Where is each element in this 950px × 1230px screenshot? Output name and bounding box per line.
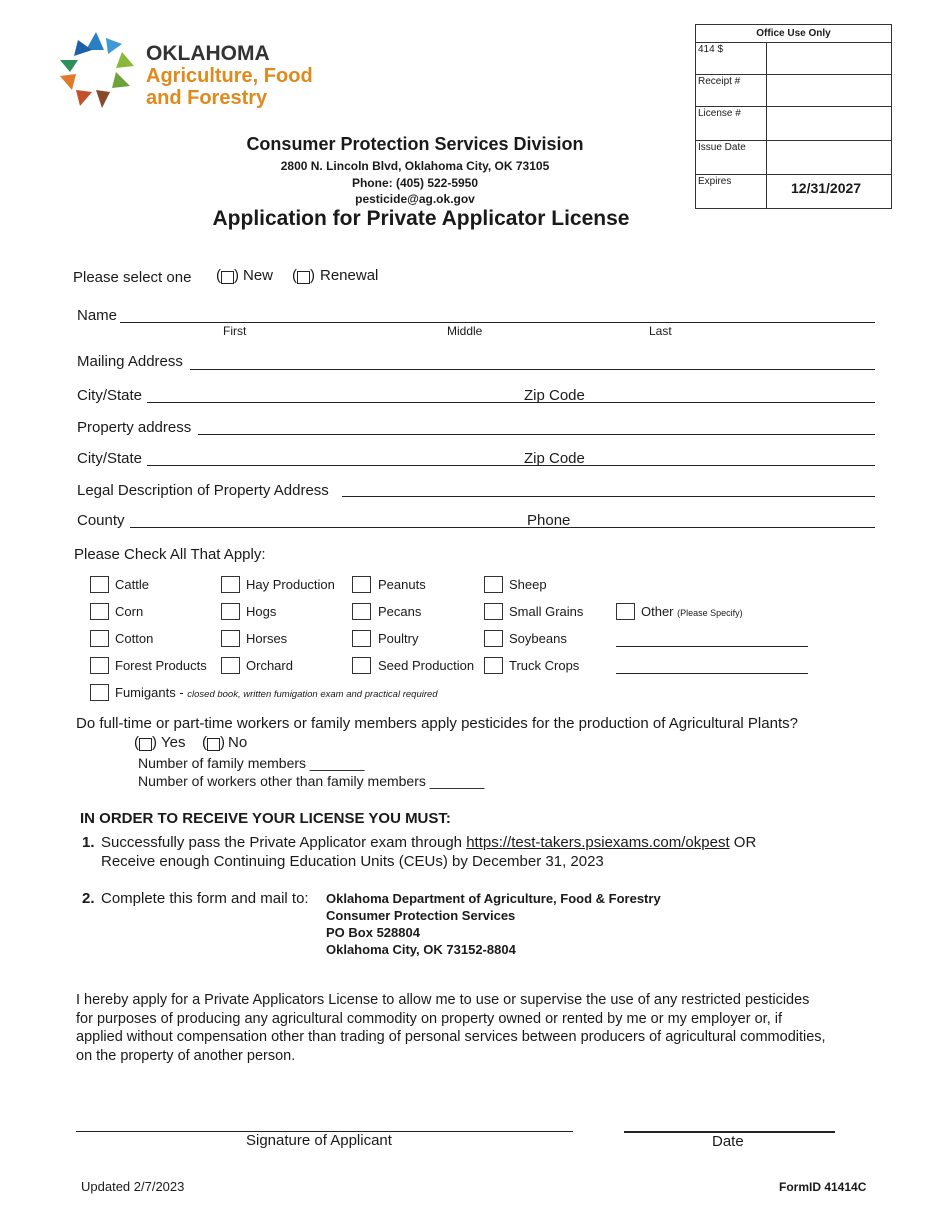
division-address: 2800 N. Lincoln Blvd, Oklahoma City, OK 73105 — [280, 159, 550, 173]
county-label: County — [77, 512, 125, 529]
new-label: New — [243, 267, 274, 284]
label-seed-production: Seed Production — [378, 658, 475, 673]
checkbox-other[interactable] — [616, 603, 635, 620]
first-sublabel: First — [223, 324, 247, 338]
mail-address-line3: PO Box 528804 — [326, 925, 420, 940]
requirement-1-text: Successfully pass the Private Applicator exam through — [101, 834, 467, 851]
requirement-2: Complete this form and mail to: — [101, 890, 309, 907]
label-small-grains: Small Grains — [509, 604, 584, 619]
renewal-checkbox[interactable] — [297, 271, 310, 284]
checkbox-peanuts[interactable] — [352, 576, 371, 593]
mailing-label: Mailing Address — [77, 353, 183, 370]
fumigants-text: Fumigants - — [115, 685, 184, 700]
zip-label: Zip Code — [524, 387, 585, 404]
other-workers-field[interactable]: Number of workers other than family members _______ — [138, 773, 485, 789]
office-label: Issue Date — [698, 142, 746, 153]
label-pecans: Pecans — [378, 604, 422, 619]
legal-field[interactable] — [342, 496, 875, 497]
name-label: Name — [77, 307, 118, 324]
checkbox-truck-crops[interactable] — [484, 657, 503, 674]
fumigants-note: closed book, written fumigation exam and practical required — [187, 689, 438, 700]
label-soybeans: Soybeans — [509, 631, 567, 646]
other-text: Other — [641, 604, 674, 619]
label-orchard: Orchard — [246, 658, 293, 673]
name-field[interactable] — [120, 322, 875, 323]
label-cattle: Cattle — [115, 577, 149, 592]
property-city-state-field[interactable] — [147, 465, 875, 466]
city-state-field[interactable] — [147, 402, 875, 403]
property-field[interactable] — [198, 434, 875, 435]
yes-checkbox[interactable] — [139, 738, 152, 751]
office-use-title: Office Use Only — [696, 25, 891, 43]
checkbox-sheep[interactable] — [484, 576, 503, 593]
checkbox-horses[interactable] — [221, 630, 240, 647]
checkbox-poultry[interactable] — [352, 630, 371, 647]
property-zip-label: Zip Code — [524, 450, 585, 467]
property-city-state-label: City/State — [77, 450, 143, 467]
label-forest-products: Forest Products — [115, 658, 207, 673]
checkbox-orchard[interactable] — [221, 657, 240, 674]
checkbox-corn[interactable] — [90, 603, 109, 620]
select-prompt: Please select one — [73, 269, 192, 286]
middle-sublabel: Middle — [447, 324, 483, 338]
label-horses: Horses — [246, 631, 288, 646]
logo-line3: and Forestry — [146, 87, 268, 109]
workers-question: Do full-time or part-time workers or family members apply pesticides for the production of Agricultural Plants? — [76, 715, 798, 732]
checkbox-cattle[interactable] — [90, 576, 109, 593]
checkbox-forest-products[interactable] — [90, 657, 109, 674]
checkbox-hay-production[interactable] — [221, 576, 240, 593]
mail-address-line2: Consumer Protection Services — [326, 908, 516, 923]
other-specify-field-2[interactable] — [616, 673, 808, 674]
office-label: Receipt # — [698, 76, 741, 87]
county-field[interactable] — [130, 527, 875, 528]
other-note: (Please Specify) — [677, 608, 743, 618]
date-label: Date — [712, 1133, 744, 1150]
label-sheep: Sheep — [509, 577, 547, 592]
label-hogs: Hogs — [246, 604, 277, 619]
last-sublabel: Last — [649, 324, 672, 338]
page-title: Application for Private Applicator License — [212, 207, 630, 230]
signature-label: Signature of Applicant — [246, 1132, 392, 1149]
no-option[interactable]: ( ) — [202, 734, 225, 751]
mailing-field[interactable] — [190, 369, 875, 370]
label-corn: Corn — [115, 604, 144, 619]
applicant-statement: I hereby apply for a Private Applicators License to allow me to use or supervise the use of any restricted pesticides for purposes of producing any agricultural commodity on property owned or rented by me or my employer or, if applied without compensation other than trading of personal services between producers of agricultural commodities, on the property of another person. — [76, 992, 826, 1064]
yes-label: Yes — [161, 734, 186, 751]
division-email: pesticide@ag.ok.gov — [355, 192, 475, 206]
label-truck-crops: Truck Crops — [509, 658, 580, 673]
division-phone: Phone: (405) 522-5950 — [351, 176, 479, 190]
logo-line2: Agriculture, Food — [146, 65, 313, 87]
label-poultry: Poultry — [378, 631, 419, 646]
checkbox-hogs[interactable] — [221, 603, 240, 620]
mail-address-line1: Oklahoma Department of Agriculture, Food & Forestry — [326, 891, 661, 906]
checkbox-pecans[interactable] — [352, 603, 371, 620]
psi-exam-link[interactable]: https://test-takers.psiexams.com/okpest — [466, 834, 730, 851]
legal-label: Legal Description of Property Address — [77, 482, 329, 499]
office-row-receipt — [696, 74, 891, 107]
requirement-1-alt: Receive enough Continuing Education Units (CEUs) by December 31, 2023 — [101, 853, 604, 870]
renewal-label: Renewal — [320, 267, 379, 284]
checkbox-small-grains[interactable] — [484, 603, 503, 620]
renewal-option[interactable]: ( ) — [292, 267, 315, 284]
checkbox-soybeans[interactable] — [484, 630, 503, 647]
label-cotton: Cotton — [115, 631, 154, 646]
star-logo-icon — [56, 30, 136, 110]
no-label: No — [228, 734, 248, 751]
expires-value: 12/31/2027 — [791, 180, 862, 196]
label-hay-production: Hay Production — [246, 577, 335, 592]
checkbox-cotton[interactable] — [90, 630, 109, 647]
check-prompt: Please Check All That Apply: — [74, 546, 266, 563]
label-other — [641, 604, 743, 619]
mail-address-line4: Oklahoma City, OK 73152-8804 — [326, 942, 516, 957]
family-members-field[interactable]: Number of family members _______ — [138, 755, 365, 771]
other-specify-field-1[interactable] — [616, 646, 808, 647]
requirement-1-number: 1. — [82, 834, 95, 851]
checkbox-seed-production[interactable] — [352, 657, 371, 674]
phone-label: Phone — [527, 512, 571, 529]
division-title: Consumer Protection Services Division — [246, 134, 584, 154]
label-fumigants — [115, 685, 438, 700]
office-label: License # — [698, 108, 741, 119]
requirement-2-number: 2. — [82, 890, 95, 907]
new-checkbox[interactable] — [221, 271, 234, 284]
yes-option[interactable]: ( ) — [134, 734, 157, 751]
city-state-label: City/State — [77, 387, 143, 404]
form-id: FormID 41414C — [779, 1180, 867, 1194]
new-option[interactable]: ( ) — [216, 267, 239, 284]
requirement-1 — [101, 834, 756, 851]
no-checkbox[interactable] — [207, 738, 220, 751]
office-label: 414 $ — [698, 44, 724, 55]
label-peanuts: Peanuts — [378, 577, 426, 592]
updated-date: Updated 2/7/2023 — [81, 1179, 185, 1194]
office-label: Expires — [698, 176, 732, 187]
property-label: Property address — [77, 419, 192, 436]
logo-line1: OKLAHOMA — [146, 42, 270, 65]
office-row-fee — [696, 42, 891, 75]
requirement-1-or: OR — [729, 834, 757, 851]
requirements-heading: IN ORDER TO RECEIVE YOUR LICENSE YOU MUST: — [80, 810, 451, 827]
checkbox-fumigants[interactable] — [90, 684, 109, 701]
